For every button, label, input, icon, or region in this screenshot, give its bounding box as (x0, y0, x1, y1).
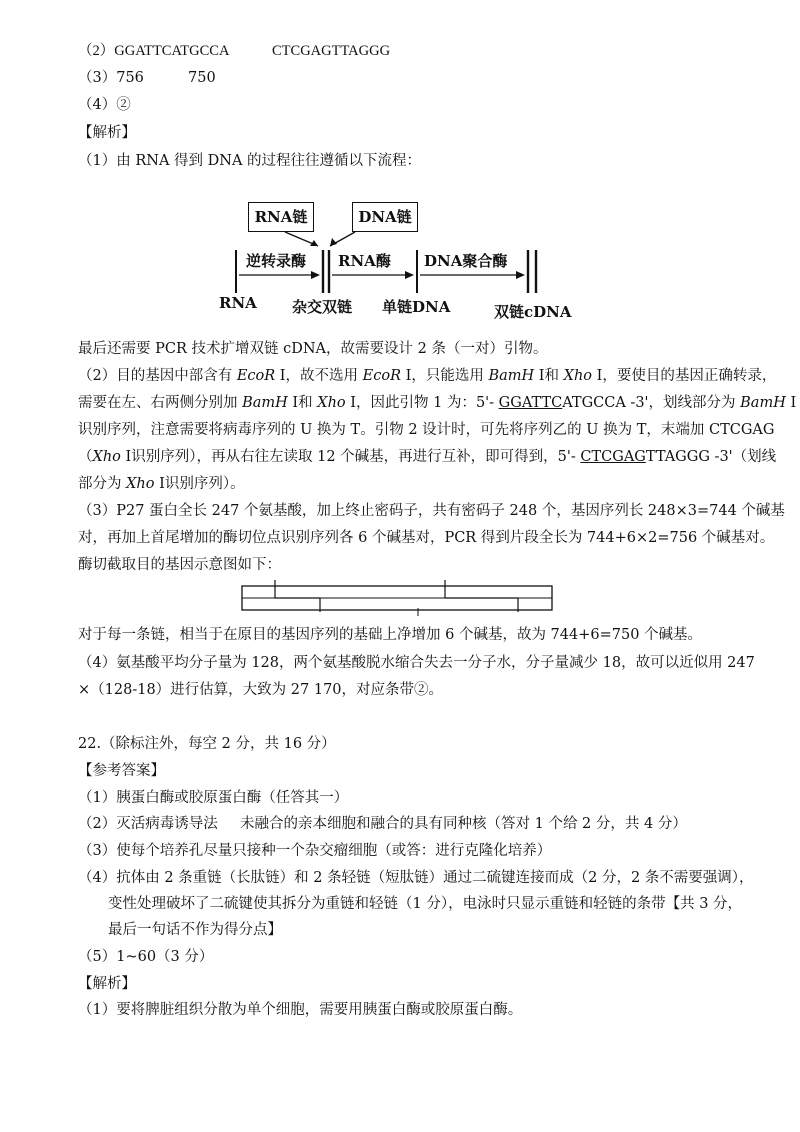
q22-a2-right: 未融合的亲本细胞和融合的具有同种核（答对 1 个给 2 分，共 4 分） (240, 816, 687, 832)
p1-intro: （1）由 RNA 得到 DNA 的过程往往遵循以下流程： (78, 153, 422, 169)
answer-4: （4）② (78, 97, 131, 113)
enzyme-dna-polymerase: DNA聚合酶 (424, 252, 508, 270)
answer-3: （3）756 (78, 70, 144, 86)
enzyme-rnase: RNA酶 (338, 252, 391, 270)
stage-hybrid: 杂交双链 (292, 298, 353, 316)
p2-line2: 需要在左、右两侧分别加 BamH I和 Xho I，因此引物 1 为：5'- GGATTCATGCCA -3'，划线部分为 BamH I (78, 395, 797, 411)
q22-a4-line1: （4）抗体由 2 条重链（长肽链）和 2 条轻链（短肽链）通过二硫键连接而成（2 分，2 条不需要强调）， (78, 870, 754, 886)
q22-a2: （2）灭活病毒诱导法 (78, 816, 218, 832)
q22-header: 22.（除标注外，每空 2 分，共 16 分） (78, 736, 336, 752)
p3-line4: 对于每一条链，相当于在原目的基因序列的基础上净增加 6 个碱基，故为 744+6=750 个碱基。 (78, 627, 703, 643)
p2-line4: （Xho I识别序列），再从右往左读取 12 个碱基，再进行互补，即可得到，5'- CTCGAGTTAGGG -3'（划线 (78, 449, 777, 465)
p3-line1: （3）P27 蛋白全长 247 个氨基酸，加上终止密码子，共有密码子 248 个，基因序列长 248×3=744 个碱基 (78, 503, 785, 519)
primer2-underline: CTCGAG (580, 449, 646, 465)
analysis-heading: 【解析】 (78, 125, 136, 141)
flow-diagram-lines (0, 0, 800, 330)
q22-e1: （1）要将脾脏组织分散为单个细胞，需要用胰蛋白酶或胶原蛋白酶。 (78, 1002, 523, 1018)
q22-a4-line2: 变性处理破坏了二硫键使其拆分为重链和轻链（1 分），电泳时只显示重链和轻链的条带【共 3 分， (108, 896, 743, 912)
answer-3-right: 750 (188, 70, 216, 86)
q22-a3: （3）使每个培养孔尽量只接种一个杂交瘤细胞（或答：进行克隆化培养） (78, 843, 552, 859)
p4-line2: ×（128-18）进行估算，大致为 27 170，对应条带②。 (78, 682, 444, 698)
stage-dscdna: 双链cDNA (494, 303, 572, 321)
answer-2-right: CTCGAGTTAGGG (272, 43, 391, 59)
p2-line1: （2）目的基因中部含有 EcoR I，故不选用 EcoR I，只能选用 BamH I和 Xho I，要使目的基因正确转录， (78, 368, 777, 384)
p3-line2: 对，再加上首尾增加的酶切位点识别序列各 6 个碱基对，PCR 得到片段全长为 744+6×2=756 个碱基对。 (78, 530, 775, 546)
q22-analysis-heading: 【解析】 (78, 976, 136, 992)
stage-ssdna: 单链DNA (382, 298, 451, 316)
p1-after: 最后还需要 PCR 技术扩增双链 cDNA，故需要设计 2 条（一对）引物。 (78, 341, 548, 357)
box-dna-strand: DNA链 (352, 202, 418, 232)
enzyme-reverse-transcriptase: 逆转录酶 (246, 252, 307, 270)
stage-rna: RNA (219, 294, 257, 312)
p2-line5: 部分为 Xho I识别序列）。 (78, 476, 245, 492)
q22-ref: 【参考答案】 (78, 763, 165, 779)
p2-line3: 识别序列，注意需要将病毒序列的 U 换为 T。引物 2 设计时，可先将序列乙的 U 换为 T，末端加 CTCGAG (78, 422, 775, 438)
q22-a5: （5）1~60（3 分） (78, 949, 214, 965)
p3-line3: 酶切截取目的基因示意图如下： (78, 557, 281, 573)
q22-a4-line3: 最后一句话不作为得分点】 (108, 922, 282, 938)
primer1-underline: GGATTC (498, 395, 563, 411)
p4-line1: （4）氨基酸平均分子量为 128，两个氨基酸脱水缩合失去一分子水，分子量减少 18，故可以近似用 247 (78, 655, 755, 671)
q22-a1: （1）胰蛋白酶或胶原蛋白酶（任答其一） (78, 790, 349, 806)
answer-2-label: （2）GGATTCATGCCA (78, 43, 230, 59)
box-rna-strand: RNA链 (248, 202, 314, 232)
